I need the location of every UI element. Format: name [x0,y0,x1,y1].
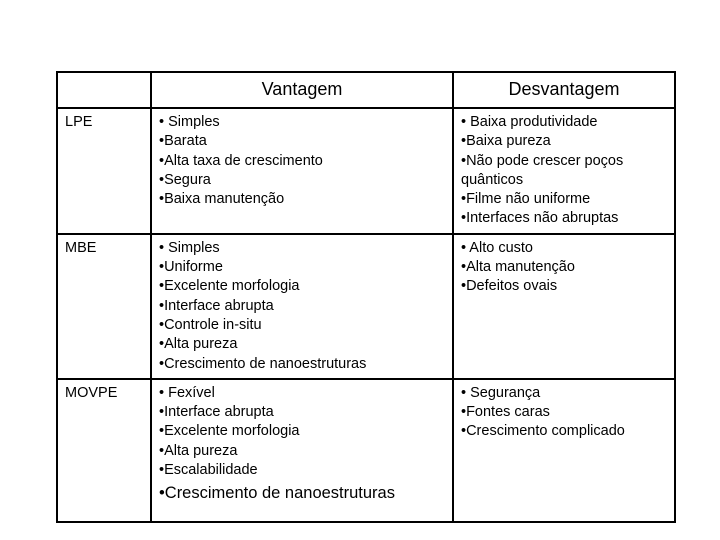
vantagens-cell [151,234,453,379]
list-item: •Fontes caras [461,404,550,421]
row-label: MBE [57,234,151,379]
table-row-lpe [57,108,675,234]
header-vantagem: Vantagem [151,72,453,108]
list-item: •Alta pureza [159,336,238,353]
list-item: •Escalabilidade [159,462,258,479]
list-item: • Segurança [461,384,541,401]
list-item: •Defeitos ovais [461,278,558,295]
list-item: • Fexível [159,384,215,401]
list-item: •Controle in-situ [159,316,262,333]
row-label: MOVPE [57,379,151,522]
list-item: •Crescimento complicado [461,423,625,440]
row-label: LPE [57,108,151,234]
list-item: •Baixa manutenção [159,191,285,208]
list-item: •Interface abrupta [159,297,274,314]
list-item: •Interface abrupta [159,404,274,421]
comparison-table [56,71,676,523]
list-item: •Excelente morfologia [159,278,300,295]
list-item: • Simples [159,239,220,256]
header-desvantagem: Desvantagem [453,72,675,108]
list-item: •Segura [159,171,211,188]
list-item: • Baixa produtividade [461,114,598,130]
list-item: •Crescimento de nanoestruturas [159,355,367,372]
vantagens-cell [151,108,453,234]
list-item: •Alta manutenção [461,259,575,276]
vantagens-cell [151,379,453,522]
desvantagens-cell [453,234,675,379]
list-item: •Excelente morfologia [159,423,300,440]
table-row-movpe [57,379,675,522]
list-item: • Alto custo [461,239,533,256]
table-row-mbe [57,234,675,379]
list-item: •Uniforme [159,259,223,276]
list-item: • Simples [159,114,220,130]
list-item: •Alta taxa de crescimento [159,152,323,169]
list-item: •Filme não uniforme [461,191,591,208]
list-item: •Interfaces não abruptas [461,210,619,227]
list-item: •Crescimento de nanoestruturas [159,484,395,503]
header-empty-cell [57,72,151,108]
list-item: •Não pode crescer poços quânticos [461,152,624,188]
list-item: •Alta pureza [159,442,238,459]
list-item: •Baixa pureza [461,133,551,150]
table-header-row [57,72,675,108]
desvantagens-cell [453,108,675,234]
list-item: •Barata [159,133,207,150]
desvantagens-cell [453,379,675,522]
